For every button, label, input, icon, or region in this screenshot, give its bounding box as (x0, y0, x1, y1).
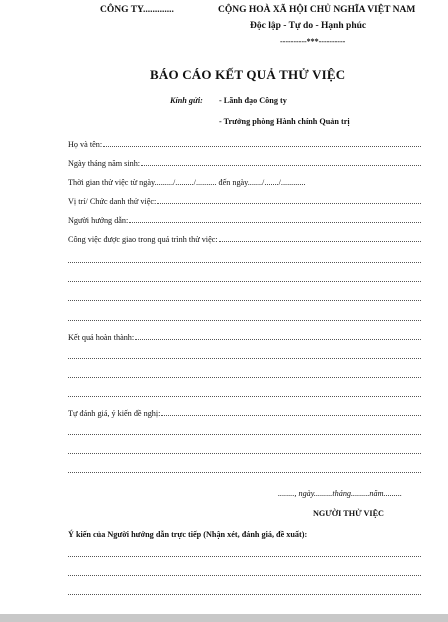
tasks-line-4[interactable] (68, 320, 421, 321)
nation-title: CỘNG HOÀ XÃ HỘI CHỦ NGHĨA VIỆT NAM (218, 5, 416, 15)
self-assessment-line-2[interactable] (68, 453, 421, 454)
name-field[interactable] (68, 140, 421, 149)
self-assessment-field[interactable] (68, 409, 421, 418)
probation-period-field[interactable]: Thời gian thử việc từ ngày........./........./.......... đến ngày......./......./............ (68, 178, 306, 187)
date-line[interactable]: ........, ngày.........tháng.........năm......... (278, 489, 402, 498)
tasks-line-3[interactable] (68, 300, 421, 301)
self-assessment-line-3[interactable] (68, 472, 421, 473)
results-line-3[interactable] (68, 396, 421, 397)
tasks-line-1[interactable] (68, 262, 421, 263)
header-separator: ----------***---------- (280, 37, 346, 46)
mentor-label: Người hướng dẫn: (68, 216, 129, 225)
results-label: Kết quả hoàn thành: (68, 333, 135, 342)
signer-title: NGƯỜI THỬ VIỆC (313, 509, 384, 518)
recipient-company-leaders: - Lãnh đạo Công ty (219, 96, 287, 105)
opinion-line-2[interactable] (68, 575, 421, 576)
self-assessment-label: Tự đánh giá, ý kiến đề nghị: (68, 409, 161, 418)
dob-label: Ngày tháng năm sinh: (68, 159, 141, 168)
mentor-field[interactable] (68, 216, 421, 225)
document-title: BÁO CÁO KẾT QUẢ THỬ VIỆC (150, 67, 346, 82)
page-bottom-edge (0, 614, 448, 622)
name-label: Họ và tên: (68, 140, 103, 149)
results-line-2[interactable] (68, 377, 421, 378)
results-field[interactable] (68, 333, 421, 342)
recipient-label: Kính gửi: (170, 96, 203, 105)
recipient-admin-head: - Trưởng phòng Hành chính Quản trị (219, 117, 350, 126)
position-label: Vị trí/ Chức danh thử việc: (68, 197, 157, 206)
mentor-opinion-heading: Ý kiến của Người hướng dẫn trực tiếp (Nhận xét, đánh giá, đề xuất): (68, 530, 308, 539)
self-assessment-line-1[interactable] (68, 434, 421, 435)
opinion-line-1[interactable] (68, 556, 421, 557)
results-line-1[interactable] (68, 358, 421, 359)
position-field[interactable] (68, 197, 421, 206)
tasks-field[interactable] (68, 235, 421, 244)
tasks-label: Công việc được giao trong quá trình thử việc: (68, 235, 218, 244)
company-name: CÔNG TY............. (100, 5, 174, 15)
tasks-line-2[interactable] (68, 281, 421, 282)
dob-field[interactable] (68, 159, 421, 168)
motto: Độc lập - Tự do - Hạnh phúc (250, 21, 367, 31)
opinion-line-3[interactable] (68, 594, 421, 595)
